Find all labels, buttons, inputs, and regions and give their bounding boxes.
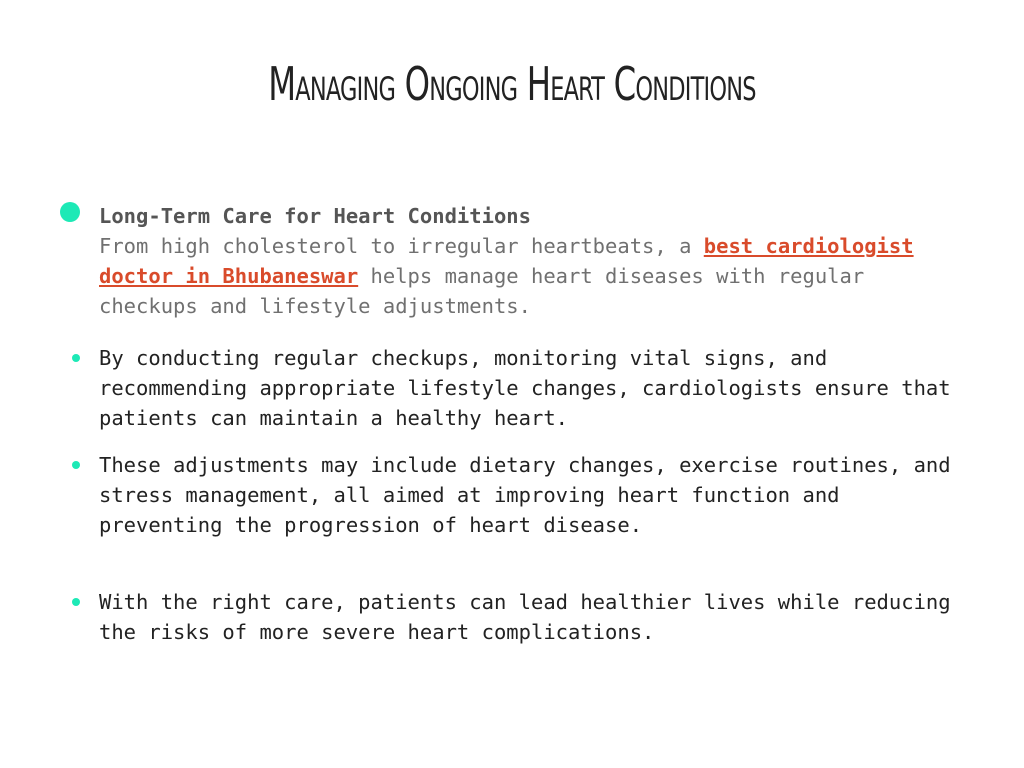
bullet-dot-icon xyxy=(72,598,80,606)
cardiologist-link[interactable]: best cardiologist doctor in Bhubaneswar xyxy=(99,234,914,288)
slide-title: Managing Ongoing Heart Conditions xyxy=(268,57,756,111)
list-item: These adjustments may include dietary changes, exercise routines, and stress management, all aimed at improving heart function and preventing the progression of heart disease. xyxy=(99,453,951,537)
description-text-before: From high cholesterol to irregular heartbeats, a xyxy=(99,234,704,258)
main-bullet-description xyxy=(99,231,969,321)
bullet-dot-icon xyxy=(72,354,80,362)
list-item: By conducting regular checkups, monitoring vital signs, and recommending appropriate lifestyle changes, cardiologists ensure that patients can maintain a healthy heart. xyxy=(99,346,951,430)
main-bullet xyxy=(99,201,969,321)
main-bullet-dot-icon xyxy=(60,202,80,222)
description-text-after: helps manage heart diseases with regular checkups and lifestyle adjustments. xyxy=(99,264,865,318)
main-bullet-heading: Long-Term Care for Heart Conditions xyxy=(99,204,531,228)
bullet-dot-icon xyxy=(72,461,80,469)
list-item: With the right care, patients can lead healthier lives while reducing the risks of more severe heart complications. xyxy=(99,590,951,644)
